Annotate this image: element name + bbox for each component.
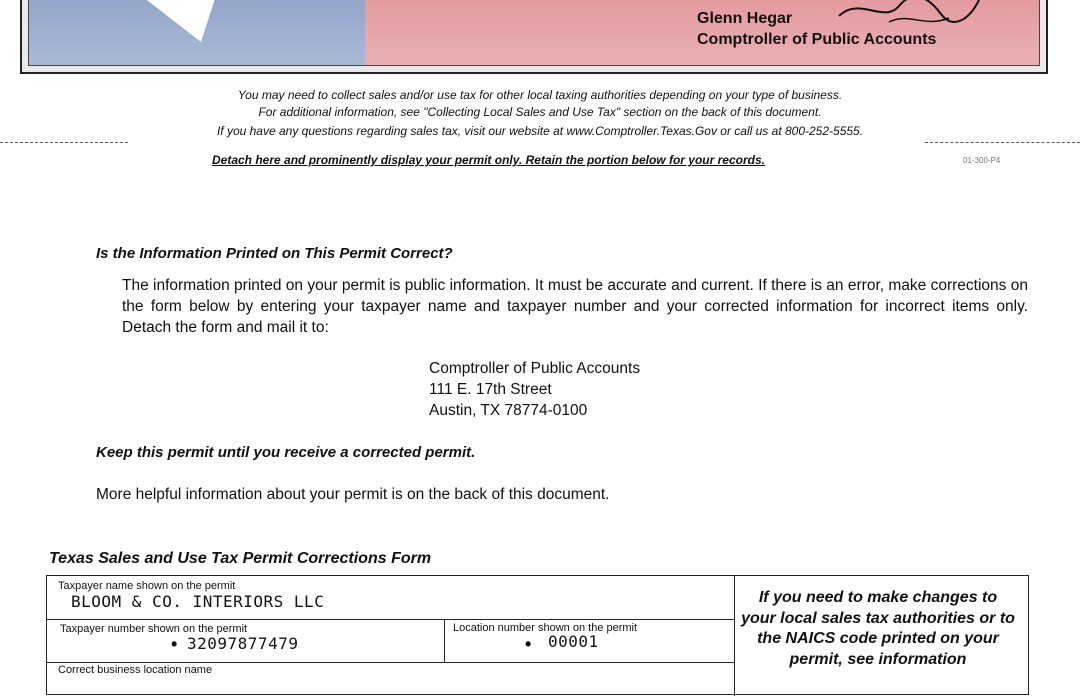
form-row-separator-1 [47,619,734,620]
taxpayer-name-field[interactable]: BLOOM & CO. INTERIORS LLC [71,592,325,611]
form-divider-number [444,619,445,662]
permit-banner [20,0,1048,74]
form-row-separator-2 [47,662,734,663]
form-divider-vertical [734,576,735,696]
business-location-label: Correct business location name [58,664,213,676]
keep-permit-note: Keep this permit until you receive a corrected permit. [96,444,476,461]
location-number-label: Location number shown on the permit [453,622,638,634]
banner-frame [28,0,1040,66]
address-line-1: Comptroller of Public Accounts [429,360,641,377]
comptroller-signature [829,0,989,30]
detach-line-left [0,142,128,143]
taxpayer-number-label: Taxpayer number shown on the permit [60,623,248,635]
signer-name: Glenn Hegar [697,10,793,27]
address-line-2: 111 E. 17th Street [429,381,552,398]
side-note: If you need to make changes to your local sales tax authorities or to the NAICS code printed on your permit, see information [741,589,1015,668]
detach-instruction: Detach here and prominently display your permit only. Retain the portion below for your records. [212,153,765,167]
info-heading: Is the Information Printed on This Permit Correct? [96,245,453,262]
lone-star-icon [121,0,221,60]
signer-title: Comptroller of Public Accounts [697,31,937,48]
detach-line-right [925,142,1080,143]
notice-line-3: If you have any questions regarding sales tax, visit our website at www.Comptroller.Texas.Gov or call us at 800-252-5555. [216,124,864,138]
location-number-field[interactable]: 00001 [548,632,599,651]
notice-line-2: For additional information, see "Collecting Local Sales and Use Tax" section on the back of this document. [258,105,822,119]
location-number-bullet: • [525,634,532,654]
form-code: 01-300-P4 [963,156,1001,165]
taxpayer-name-label: Taxpayer name shown on the permit [58,580,236,592]
taxpayer-number-bullet: • [171,634,178,654]
corrections-form-title: Texas Sales and Use Tax Permit Corrections Form [49,550,432,567]
taxpayer-number-field[interactable]: 32097877479 [187,634,299,653]
more-info-note: More helpful information about your permit is on the back of this document. [96,486,610,503]
address-line-3: Austin, TX 78774-0100 [429,402,588,419]
info-paragraph: The information printed on your permit is public information. It must be accurate and current. If there is an error, make corrections on the form below by entering your taxpayer name and taxpayer number and your corrected information for incorrect items only. Detach the form and mail it to: [122,277,1028,336]
notice-line-1: You may need to collect sales and/or use tax for other local taxing authorities depending on your type of business. [237,88,843,102]
flag-blue-field [29,0,365,65]
